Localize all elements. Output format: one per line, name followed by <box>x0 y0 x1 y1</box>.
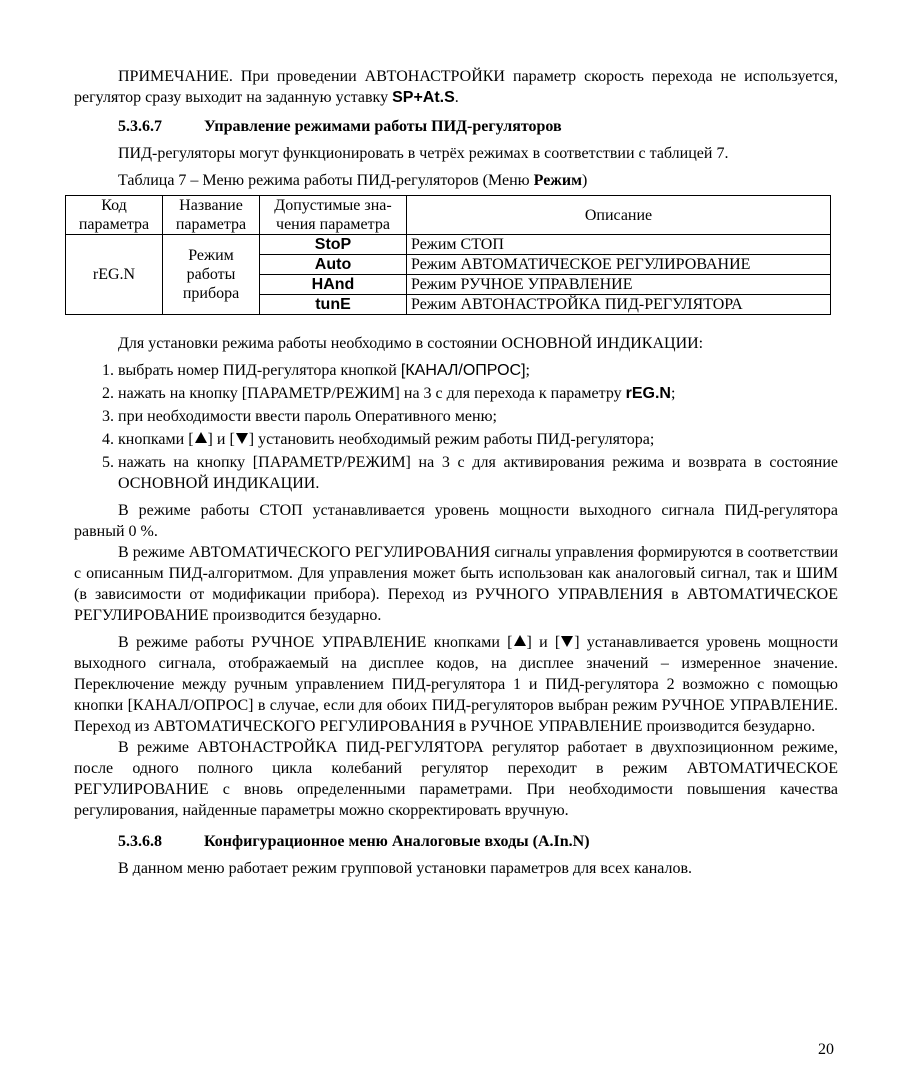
step-button-name: [КАНАЛ/ОПРОС] <box>400 362 526 379</box>
section-number: 5.3.6.7 <box>118 118 162 135</box>
note-end: . <box>454 89 459 106</box>
down-arrow-icon <box>236 433 248 444</box>
setup-intro: Для установки режима работы необходимо в состоянии ОСНОВНОЙ ИНДИКАЦИИ: <box>118 335 704 352</box>
final-paragraph: В данном меню работает режим групповой установки параметров для всех каналов. <box>118 860 693 877</box>
setup-steps-list <box>74 360 838 494</box>
step-text: кнопками [ <box>118 431 194 448</box>
step-text: ] установить необходимый режим работы ПИД-регулятора; <box>248 431 655 448</box>
header-name: Название параметра <box>163 196 260 235</box>
step-end: ; <box>670 385 676 402</box>
header-code: Код параметра <box>66 196 163 235</box>
down-arrow-icon <box>561 636 573 647</box>
section-number: 5.3.6.8 <box>118 833 162 850</box>
param-name-cell: Режим работы прибора <box>163 235 260 315</box>
paragraph-stop: В режиме работы СТОП устанавливается уровень мощности выходного сигнала ПИД-регулятора равный 0 %. <box>74 502 838 540</box>
paragraph-auto: В режиме АВТОМАТИЧЕСКОГО РЕГУЛИРОВАНИЯ сигналы управления формируются в соответствии с описанным ПИД-алгоритмом. Для управления может быть использован как аналоговый сигнал, так и ШИМ (в зависимости от модификации прибора). Переход из РУЧНОГО УПРАВЛЕНИЯ в АВТОМАТИЧЕСКОЕ РЕГУЛИРОВАНИЕ производится безударно. <box>74 544 838 624</box>
note-param: SP+At.S <box>392 89 455 106</box>
description-cell: Режим РУЧНОЕ УПРАВЛЕНИЕ <box>407 275 831 295</box>
manual-text: В режиме работы РУЧНОЕ УПРАВЛЕНИЕ кнопками [ <box>118 634 513 651</box>
paragraph-tune: В режиме АВТОНАСТРОЙКА ПИД-РЕГУЛЯТОРА регулятор работает в двухпозиционном режиме, после одного полного цикла колебаний регулятор переходит в режим АВТОМАТИЧЕСКОЕ РЕГУЛИРОВАНИЕ с вновь определенными параметрами. При необходимости повышения качества регулирования, найденные параметры можно скорректировать вручную. <box>74 739 838 819</box>
list-item: 5. нажать на кнопку [ПАРАМЕТР/РЕЖИМ] на 3 с для активирования режима и возврата в состояние ОСНОВНОЙ ИНДИКАЦИИ. <box>118 452 838 494</box>
value-cell: HAnd <box>260 275 407 295</box>
step-param: rEG.N <box>625 385 671 402</box>
table-caption <box>118 170 838 191</box>
manual-text: ] и [ <box>526 634 561 651</box>
header-description: Описание <box>407 196 831 235</box>
description-cell: Режим АВТОНАСТРОЙКА ПИД-РЕГУЛЯТОРА <box>407 295 831 315</box>
document-page <box>74 66 838 879</box>
note-text: ПРИМЕЧАНИЕ. При проведении АВТОНАСТРОЙКИ параметр скорость перехода не используется, регулятор сразу выходит на заданную уставку <box>74 68 838 106</box>
section-title: Конфигурационное меню Аналоговые входы (A.In.N) <box>204 833 590 850</box>
up-arrow-icon <box>195 432 207 443</box>
description-cell: Режим АВТОМАТИЧЕСКОЕ РЕГУЛИРОВАНИЕ <box>407 255 831 275</box>
paragraph-manual <box>74 632 838 737</box>
table-header-row <box>66 196 831 235</box>
list-item <box>118 429 838 450</box>
step-text: ] и [ <box>207 431 235 448</box>
intro-paragraph: ПИД-регуляторы могут функционировать в четрёх режимах в соответствии с таблицей 7. <box>118 145 729 162</box>
mode-table <box>65 195 831 315</box>
value-cell: StoP <box>260 235 407 255</box>
step-text: выбрать номер ПИД-регулятора кнопкой <box>118 362 401 379</box>
list-item <box>118 383 838 404</box>
section-title: Управление режимами работы ПИД-регуляторов <box>204 118 562 135</box>
page-number: 20 <box>818 1041 834 1058</box>
up-arrow-icon <box>514 635 526 646</box>
caption-end: ) <box>582 172 588 189</box>
section-heading-5-3-6-7 <box>118 116 838 137</box>
param-code-cell: rEG.N <box>66 235 163 315</box>
manual-text: ] устанавливается уровень мощности выходного сигнала, отображаемый на дисплее кодов, на дисплее значений – измеренное значение. Переключение между ручным управлением ПИД-регулятора 1 и ПИД-регулятора 2 возможно с помощью кнопки [КАНАЛ/ОПРОС] в случае, если для обоих ПИД-регуляторов выбран режим РУЧНОЕ УПРАВЛЕНИЕ. Переход из АВТОМАТИЧЕСКОГО РЕГУЛИРОВАНИЯ в РУЧНОЕ УПРАВЛЕНИЕ производится безударно. <box>74 634 838 735</box>
header-values: Допустимые значения параметра <box>260 196 407 235</box>
note-paragraph <box>74 66 838 108</box>
section-heading-5-3-6-8 <box>118 831 838 852</box>
list-item <box>118 360 838 381</box>
caption-text: Таблица 7 – Меню режима работы ПИД-регуляторов (Меню <box>118 172 534 189</box>
step-end: ; <box>525 362 530 379</box>
list-item: 3. при необходимости ввести пароль Оперативного меню; <box>118 406 838 427</box>
caption-bold: Режим <box>533 172 583 189</box>
value-cell: Auto <box>260 255 407 275</box>
description-cell: Режим СТОП <box>407 235 831 255</box>
value-cell: tunE <box>260 295 407 315</box>
table-row <box>66 235 831 255</box>
step-text: нажать на кнопку [ПАРАМЕТР/РЕЖИМ] на 3 с для перехода к параметру <box>118 385 626 402</box>
